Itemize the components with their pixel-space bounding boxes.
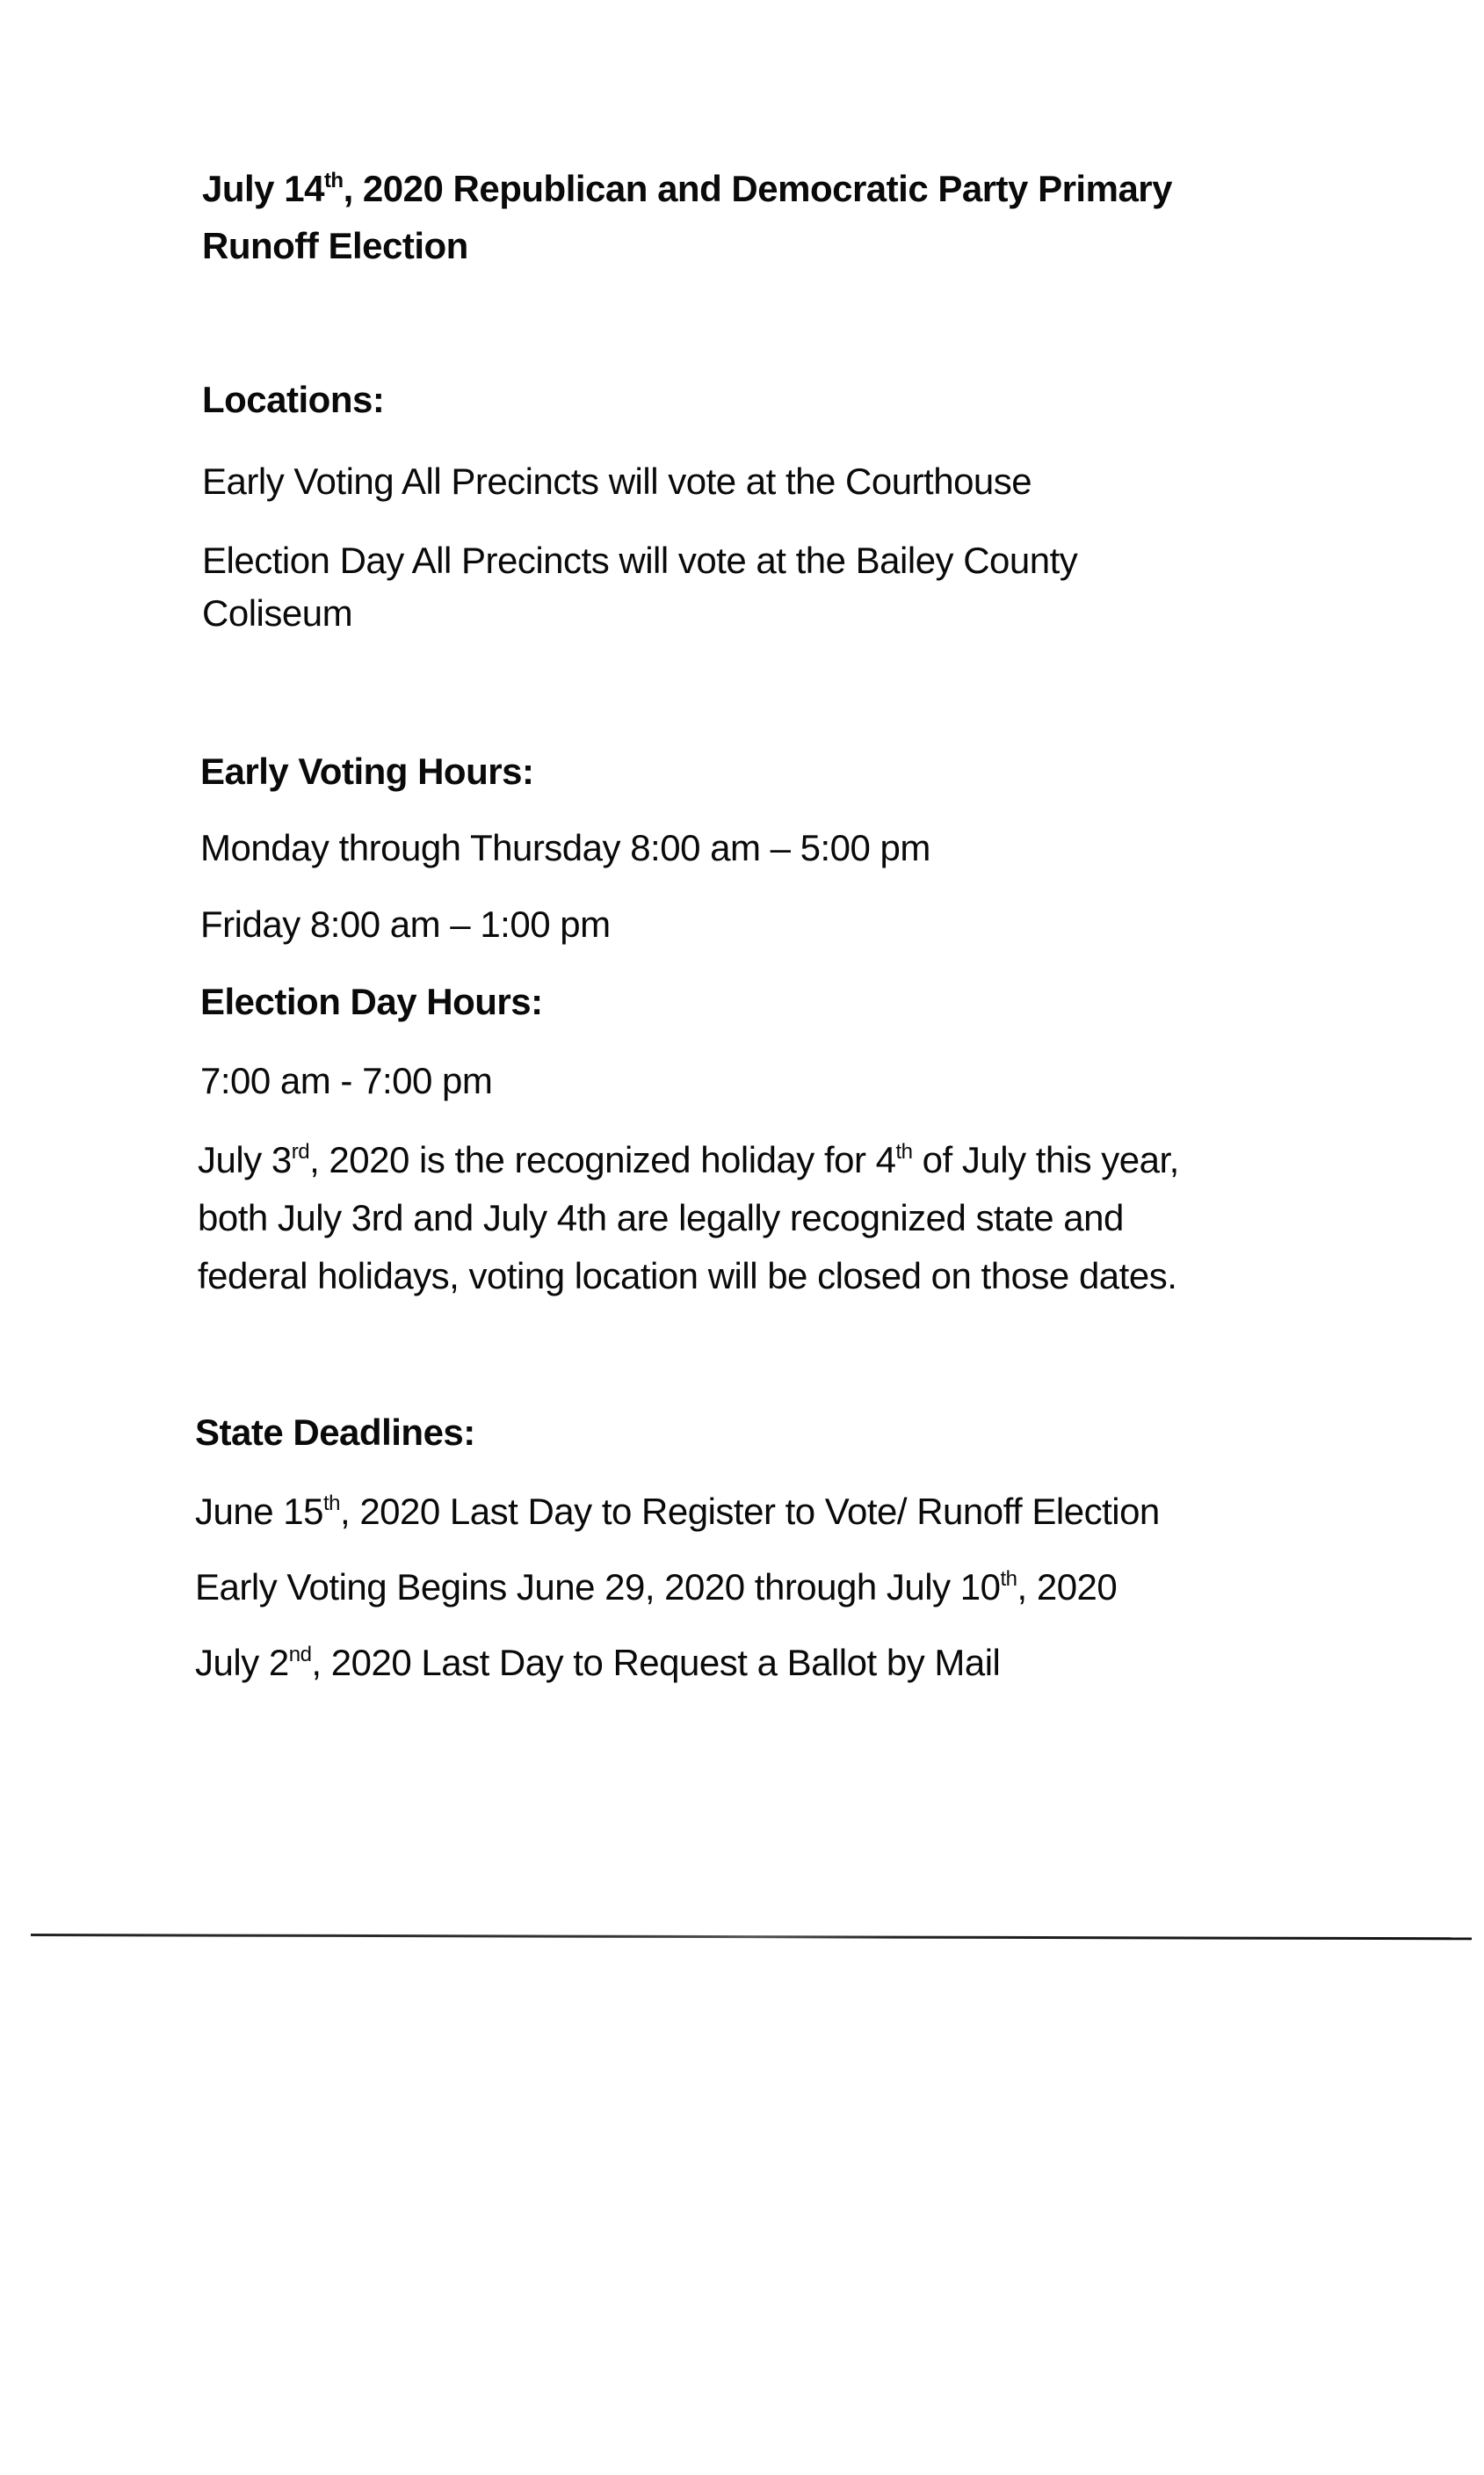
deadline-item xyxy=(195,1637,1000,1689)
deadline-text: , 2020 Last Day to Request a Ballot by Mail xyxy=(311,1642,1001,1683)
document-title-line-2: Runoff Election xyxy=(202,225,468,266)
holiday-note-superscript: rd xyxy=(291,1140,310,1164)
deadline-superscript: nd xyxy=(288,1643,312,1666)
deadline-text: , 2020 Last Day to Register to Vote/ Runoff Election xyxy=(339,1491,1160,1532)
early-voting-weekday-hours: Monday through Thursday 8:00 am – 5:00 pm xyxy=(200,827,930,868)
election-day-hours: 7:00 am - 7:00 pm xyxy=(200,1060,493,1101)
election-day-location-line-1: Election Day All Precincts will vote at the Bailey County xyxy=(202,540,1078,581)
early-voting-friday-hours: Friday 8:00 am – 1:00 pm xyxy=(200,904,611,945)
holiday-note-line-2: both July 3rd and July 4th are legally recognized state and xyxy=(198,1197,1124,1238)
election-day-location-line-2: Coliseum xyxy=(202,592,353,634)
early-voting-hours-heading: Early Voting Hours: xyxy=(200,751,534,792)
title-text: July 14 xyxy=(202,168,324,209)
horizontal-divider xyxy=(31,1934,1472,1940)
title-text-continued: , 2020 Republican and Democratic Party Primary xyxy=(343,168,1173,209)
holiday-note-line-1 xyxy=(198,1134,1179,1187)
holiday-note-superscript: th xyxy=(895,1140,913,1164)
election-day-hours-heading: Election Day Hours: xyxy=(200,981,543,1022)
locations-heading: Locations: xyxy=(202,379,385,420)
holiday-note-text: July 3 xyxy=(198,1139,292,1180)
deadline-superscript: th xyxy=(1000,1567,1017,1591)
deadline-item xyxy=(195,1485,1160,1538)
state-deadlines-heading: State Deadlines: xyxy=(195,1412,475,1453)
deadline-item xyxy=(195,1561,1117,1614)
early-voting-location: Early Voting All Precincts will vote at the Courthouse xyxy=(202,461,1032,502)
title-superscript: th xyxy=(323,169,344,192)
deadline-text: Early Voting Begins June 29, 2020 through July 10 xyxy=(195,1566,1001,1608)
deadline-text: , 2020 xyxy=(1017,1566,1118,1608)
holiday-note-text: , 2020 is the recognized holiday for 4 xyxy=(309,1139,896,1180)
holiday-note-line-3: federal holidays, voting location will be closed on those dates. xyxy=(198,1255,1177,1296)
deadline-text: June 15 xyxy=(195,1491,323,1532)
document-title-line-1 xyxy=(202,163,1172,215)
deadline-text: July 2 xyxy=(195,1642,289,1683)
deadline-superscript: th xyxy=(322,1492,340,1515)
holiday-note-text: of July this year, xyxy=(912,1139,1179,1180)
